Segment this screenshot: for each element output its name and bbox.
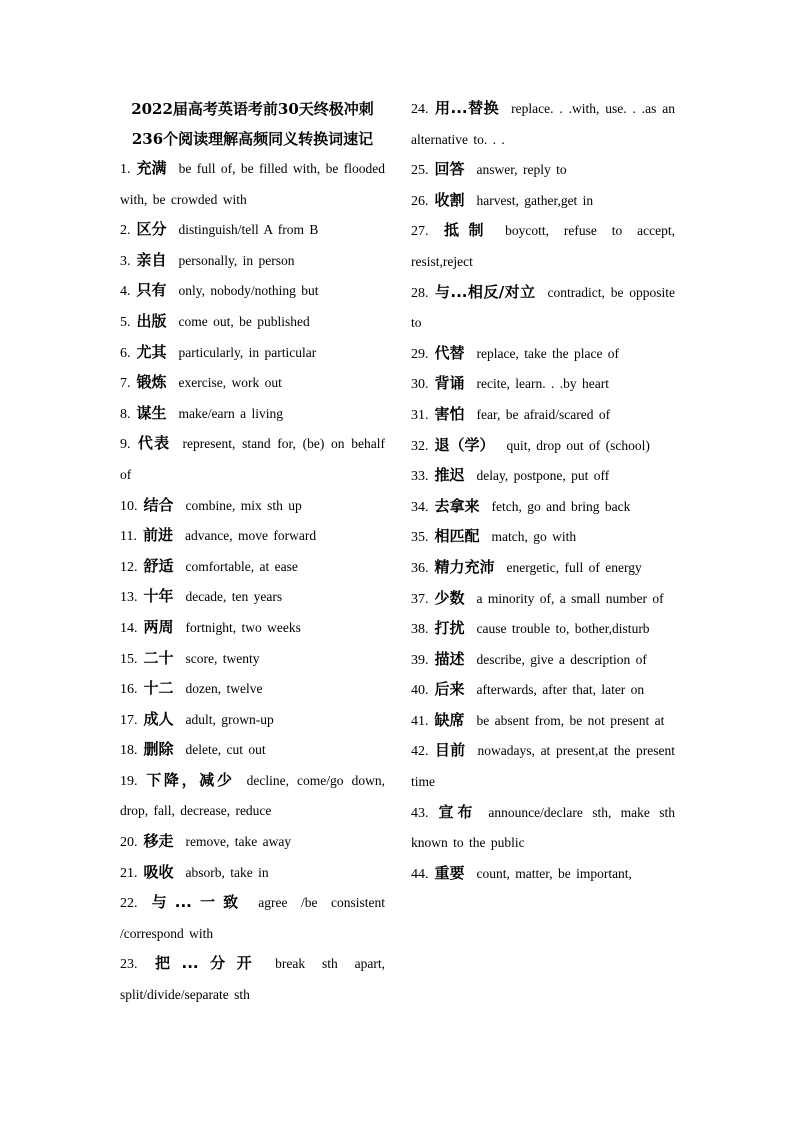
entry-chinese-term: 结合: [143, 495, 174, 514]
entry-english-synonyms: decline, come/go down, drop, fall, decrease, reduce: [120, 772, 385, 819]
right-entry-list: [411, 94, 675, 889]
entry-chinese-term: 代替: [434, 343, 465, 362]
entry-english-synonyms: make/earn a living: [178, 405, 283, 421]
entry-chinese-term: 与...一致: [143, 893, 247, 912]
entry-chinese-term: 缺席: [434, 710, 465, 729]
vocab-entry: [120, 613, 385, 644]
entry-number: 41.: [411, 713, 429, 729]
entry-number: 16.: [120, 682, 138, 698]
entry-number: 8.: [120, 406, 131, 422]
vocab-entry: [120, 735, 385, 766]
entry-number: 12.: [120, 559, 138, 575]
entry-chinese-term: 重要: [434, 863, 465, 882]
entry-english-synonyms: boycott, refuse to accept, resist,reject: [411, 223, 675, 269]
vocab-entry: [411, 736, 675, 797]
document-title-line-1: 2022届高考英语考前30天终极冲刺: [131, 100, 374, 118]
entry-chinese-term: 下降，减少: [143, 770, 235, 789]
vocab-entry: [120, 766, 385, 827]
entry-number: 24.: [411, 102, 429, 117]
entry-number: 6.: [120, 345, 131, 361]
entry-chinese-term: 充满: [136, 159, 167, 177]
vocab-entry: [120, 368, 385, 399]
entry-number: 40.: [411, 683, 429, 699]
vocab-entry: [120, 582, 385, 613]
vocab-entry: [120, 888, 385, 949]
entry-english-synonyms: be full of, be filled with, be flooded with, be crowded with: [120, 161, 385, 207]
entry-chinese-term: 吸收: [143, 862, 174, 881]
entry-number: 25.: [411, 163, 429, 179]
entry-chinese-term: 目前: [434, 741, 466, 760]
entry-english-synonyms: recite, learn. . .by heart: [476, 376, 609, 392]
vocab-entry: [120, 338, 385, 369]
vocab-entry: [120, 674, 385, 705]
entry-english-synonyms: particularly, in particular: [178, 344, 317, 360]
entry-number: 28.: [411, 285, 429, 301]
entry-number: 1.: [120, 162, 131, 177]
entry-english-synonyms: nowadays, at present,at the present time: [411, 743, 675, 790]
vocab-entry: [411, 492, 675, 523]
vocab-entry: [120, 521, 385, 552]
entry-english-synonyms: energetic, full of energy: [506, 559, 642, 575]
vocab-entry: [120, 399, 385, 430]
entry-chinese-term: 用...替换: [434, 99, 500, 117]
vocab-entry: [411, 645, 675, 676]
entry-number: 33.: [411, 469, 429, 485]
entry-english-synonyms: a minority of, a small number of: [476, 590, 664, 606]
entry-english-synonyms: fear, be afraid/scared of: [476, 406, 611, 422]
entry-number: 3.: [120, 253, 131, 269]
entry-number: 38.: [411, 622, 429, 638]
entry-number: 35.: [411, 530, 429, 546]
entry-chinese-term: 去拿来: [434, 496, 480, 515]
entry-chinese-term: 移走: [143, 832, 174, 851]
entry-chinese-term: 把...分开: [143, 954, 264, 973]
entry-chinese-term: 推迟: [434, 466, 465, 485]
entry-number: 20.: [120, 835, 138, 851]
vocab-entry: [411, 614, 675, 645]
entry-chinese-term: 宣布: [434, 802, 477, 821]
entry-english-synonyms: comfortable, at ease: [185, 558, 298, 574]
entry-english-synonyms: delete, cut out: [185, 742, 266, 758]
entry-chinese-term: 收割: [434, 190, 465, 209]
entry-chinese-term: 少数: [434, 588, 465, 607]
vocab-entry: [120, 154, 385, 215]
vocab-entry: [120, 491, 385, 522]
vocab-entry: [411, 584, 675, 615]
vocab-entry: [120, 949, 385, 1010]
entry-number: 34.: [411, 499, 429, 515]
entry-number: 36.: [411, 560, 429, 576]
entry-chinese-term: 打扰: [434, 619, 465, 638]
entry-number: 42.: [411, 744, 429, 760]
entry-chinese-term: 代表: [136, 434, 171, 453]
entry-english-synonyms: fortnight, two weeks: [185, 619, 301, 635]
entry-chinese-term: 谋生: [136, 403, 167, 422]
entry-number: 22.: [120, 896, 138, 912]
entry-english-synonyms: absorb, take in: [185, 864, 269, 880]
entry-english-synonyms: harvest, gather,get in: [476, 192, 594, 208]
entry-english-synonyms: answer, reply to: [476, 162, 567, 178]
entry-chinese-term: 十年: [143, 587, 174, 606]
vocab-entry: [411, 339, 675, 370]
vocab-entry: [120, 705, 385, 736]
entry-english-synonyms: replace. . .with, use. . .as an alternative to. . .: [411, 101, 675, 147]
entry-number: 10.: [120, 498, 138, 514]
entry-english-synonyms: be absent from, be not present at: [476, 712, 665, 728]
vocab-entry: [411, 155, 675, 186]
vocab-entry: [411, 94, 675, 155]
vocab-entry: [120, 215, 385, 246]
entry-english-synonyms: dozen, twelve: [185, 681, 263, 697]
entry-chinese-term: 十二: [143, 679, 174, 698]
entry-chinese-term: 只有: [136, 281, 167, 300]
vocab-entry: [120, 858, 385, 889]
left-entry-list: [120, 154, 385, 1011]
entry-number: 17.: [120, 712, 138, 728]
vocab-entry: [120, 552, 385, 583]
entry-english-synonyms: fetch, go and bring back: [491, 498, 631, 514]
entry-chinese-term: 尤其: [136, 342, 167, 361]
entry-number: 18.: [120, 743, 138, 759]
entry-chinese-term: 后来: [434, 680, 465, 699]
vocab-entry: [120, 246, 385, 277]
entry-chinese-term: 前进: [142, 526, 173, 545]
vocab-entry: [411, 431, 675, 462]
entry-number: 7.: [120, 376, 131, 392]
entry-english-synonyms: count, matter, be important,: [476, 865, 632, 881]
entry-chinese-term: 两周: [143, 617, 174, 636]
entry-english-synonyms: match, go with: [491, 529, 577, 545]
entry-number: 14.: [120, 620, 138, 636]
vocab-entry: [411, 369, 675, 400]
entry-number: 30.: [411, 377, 429, 393]
entry-english-synonyms: score, twenty: [185, 650, 260, 666]
entry-number: 43.: [411, 805, 429, 821]
entry-english-synonyms: afterwards, after that, later on: [476, 682, 645, 698]
entry-chinese-term: 锻炼: [136, 373, 167, 392]
entry-chinese-term: 回答: [434, 160, 465, 179]
entry-chinese-term: 出版: [136, 311, 167, 330]
entry-chinese-term: 描述: [434, 649, 465, 668]
entry-number: 9.: [120, 437, 131, 453]
entry-english-synonyms: quit, drop out of (school): [506, 437, 650, 453]
entry-english-synonyms: represent, stand for, (be) on behalf of: [120, 436, 385, 482]
entry-english-synonyms: personally, in person: [178, 252, 295, 268]
document-title-line-2: 236个阅读理解高频同义转换词速记: [131, 130, 374, 148]
vocab-entry: [411, 675, 675, 706]
entry-english-synonyms: adult, grown-up: [185, 711, 274, 727]
vocab-entry: [120, 827, 385, 858]
entry-number: 19.: [120, 773, 138, 789]
entry-chinese-term: 区分: [136, 220, 167, 239]
entry-number: 29.: [411, 346, 429, 362]
entry-number: 21.: [120, 865, 138, 881]
entry-chinese-term: 与...相反/对立: [434, 282, 536, 301]
entry-english-synonyms: come out, be published: [178, 313, 310, 329]
vocab-entry: [411, 706, 675, 737]
entry-chinese-term: 退（学）: [434, 435, 495, 454]
entry-number: 5.: [120, 314, 131, 330]
vocab-entry: [120, 429, 385, 490]
entry-english-synonyms: replace, take the place of: [476, 345, 620, 361]
entry-chinese-term: 背诵: [434, 374, 465, 393]
vocab-entry: [411, 216, 675, 277]
entry-number: 26.: [411, 193, 429, 209]
vocab-entry: [411, 400, 675, 431]
entry-number: 15.: [120, 651, 138, 667]
entry-english-synonyms: distinguish/tell A from B: [178, 222, 319, 238]
entry-chinese-term: 亲自: [136, 250, 167, 269]
right-column: [411, 94, 675, 889]
entry-chinese-term: 抵制: [434, 221, 494, 240]
vocab-entry: [411, 522, 675, 553]
entry-english-synonyms: remove, take away: [185, 834, 292, 850]
entry-english-synonyms: describe, give a description of: [476, 651, 647, 667]
vocab-entry: [120, 644, 385, 675]
entry-number: 31.: [411, 407, 429, 423]
entry-chinese-term: 舒适: [143, 556, 174, 575]
entry-chinese-term: 成人: [143, 709, 174, 728]
entry-chinese-term: 删除: [143, 740, 174, 759]
vocab-entry: [411, 278, 675, 339]
vocab-entry: [411, 553, 675, 584]
entry-number: 39.: [411, 652, 429, 668]
entry-english-synonyms: contradict, be opposite to: [411, 284, 676, 331]
vocab-entry: [411, 798, 675, 859]
entry-english-synonyms: delay, postpone, put off: [476, 468, 610, 484]
vocab-entry: [411, 461, 675, 492]
entry-english-synonyms: agree /be consistent /correspond with: [120, 895, 385, 941]
entry-number: 23.: [120, 957, 138, 973]
entry-number: 13.: [120, 590, 138, 606]
entry-number: 37.: [411, 591, 429, 607]
entry-number: 11.: [120, 529, 137, 545]
left-column: [120, 94, 385, 1011]
entry-number: 4.: [120, 284, 131, 300]
entry-english-synonyms: advance, move forward: [185, 528, 317, 544]
entry-english-synonyms: cause trouble to, bother,disturb: [476, 621, 650, 637]
entry-number: 32.: [411, 438, 429, 454]
entry-english-synonyms: decade, ten years: [185, 589, 283, 605]
vocab-entry: [120, 276, 385, 307]
entry-english-synonyms: only, nobody/nothing but: [178, 283, 319, 299]
entry-chinese-term: 相匹配: [434, 527, 480, 546]
entry-chinese-term: 害怕: [434, 404, 465, 423]
entry-chinese-term: 二十: [143, 648, 174, 667]
vocab-entry: [120, 307, 385, 338]
entry-english-synonyms: combine, mix sth up: [185, 497, 302, 513]
entry-chinese-term: 精力充沛: [434, 557, 495, 576]
entry-number: 44.: [411, 866, 429, 882]
vocab-entry: [411, 186, 675, 217]
vocab-entry: [411, 859, 675, 890]
entry-english-synonyms: exercise, work out: [178, 375, 282, 391]
entry-number: 2.: [120, 223, 131, 239]
entry-english-synonyms: announce/declare sth, make sth known to the public: [411, 804, 675, 851]
entry-number: 27.: [411, 224, 429, 240]
entry-english-synonyms: break sth apart, split/divide/separate sth: [120, 956, 385, 1003]
